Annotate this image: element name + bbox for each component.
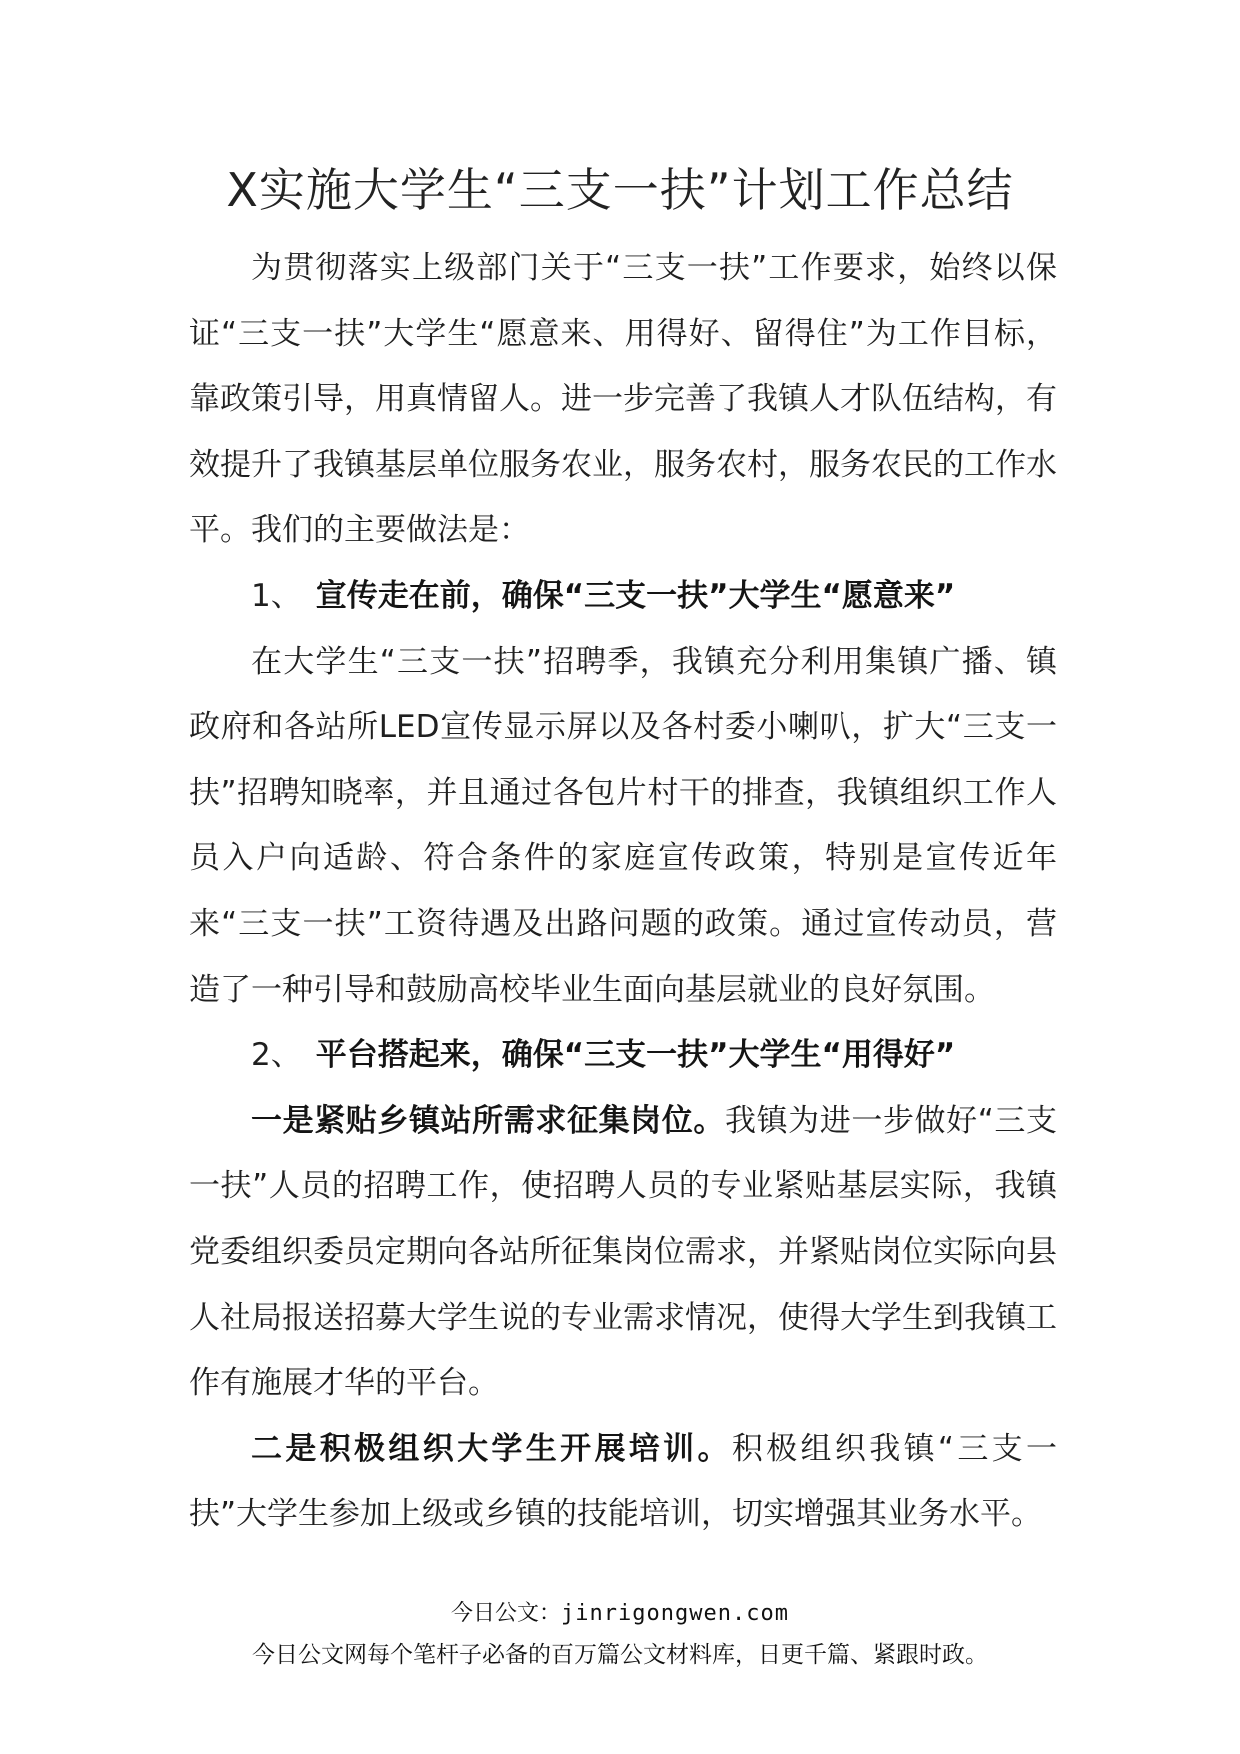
document-body: [189, 236, 1057, 1548]
point-1-body: 我镇为进一步做好“三支一扶”人员的招聘工作，使招聘人员的专业紧贴基层实际，我镇党委组织委员定期向各站所征集岗位需求，并紧贴岗位实际向县人社局报送招募大学生说的专业需求情况，使得大学生到我镇工作有施展才华的平台。: [189, 1102, 1058, 1402]
section-1-heading: [189, 564, 1057, 630]
footer-site: [0, 1596, 1240, 1627]
section-2-point-2: [189, 1417, 1057, 1548]
document-title: X实施大学生“三支一扶”计划工作总结: [226, 163, 1014, 217]
footer-site-link[interactable]: jinrigongwen.com: [561, 1601, 789, 1626]
footer-site-label: 今日公文：: [451, 1601, 562, 1626]
section-2-number: 2、: [251, 1037, 302, 1074]
point-1-lead: 一是紧贴乡镇站所需求征集岗位。: [251, 1102, 725, 1139]
section-2-point-1: [189, 1089, 1057, 1417]
point-2-body: 积极组织我镇“三支一扶”大学生参加上级或乡镇的技能培训，切实增强其业务水平。: [189, 1430, 1058, 1533]
section-2-heading: [189, 1023, 1057, 1089]
section-1-heading-text: 宣传走在前，确保“三支一扶”大学生“愿意来”: [315, 577, 956, 614]
point-2-lead: 二是积极组织大学生开展培训。: [251, 1430, 732, 1467]
section-1-paragraph: 在大学生“三支一扶”招聘季，我镇充分利用集镇广播、镇政府和各站所LED宣传显示屏以及各村委小喇叭，扩大“三支一扶”招聘知晓率，并且通过各包片村干的排查，我镇组织工作人员入户向适龄、符合条件的家庭宣传政策，特别是宣传近年来“三支一扶”工资待遇及出路问题的政策。通过宣传动员，营造了一种引导和鼓励高校毕业生面向基层就业的良好氛围。: [189, 643, 1057, 1008]
intro-paragraph: 为贯彻落实上级部门关于“三支一扶”工作要求，始终以保证“三支一扶”大学生“愿意来、用得好、留得住”为工作目标，靠政策引导，用真情留人。进一步完善了我镇人才队伍结构，有效提升了我镇基层单位服务农业，服务农村，服务农民的工作水平。我们的主要做法是：: [189, 250, 1057, 549]
section-1-number: 1、: [251, 577, 302, 614]
footer-slogan: 今日公文网每个笔杆子必备的百万篇公文材料库，日更千篇、紧跟时政。: [252, 1642, 988, 1668]
section-2-heading-text: 平台搭起来，确保“三支一扶”大学生“用得好”: [315, 1037, 956, 1074]
